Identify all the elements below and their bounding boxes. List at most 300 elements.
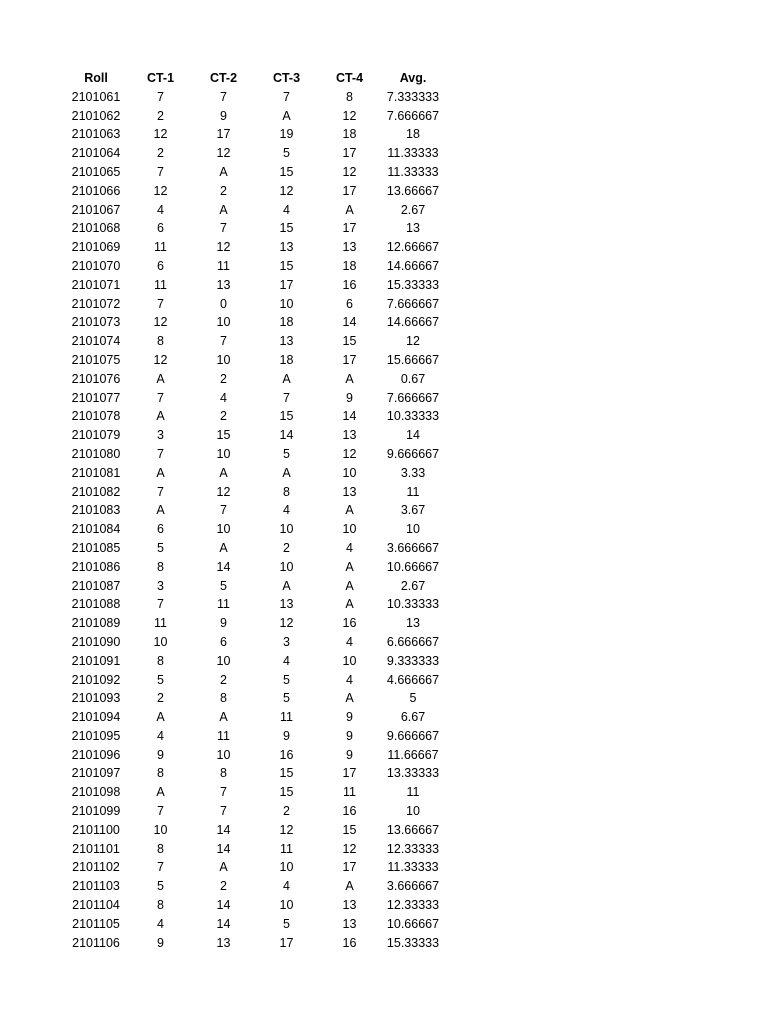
avg-cell: 7.666667 bbox=[386, 108, 440, 123]
header-ct-3: CT-3 bbox=[272, 71, 301, 85]
header-roll: Roll bbox=[84, 71, 108, 85]
ct-3-cell: 16 bbox=[279, 747, 294, 762]
avg-cell: 14.66667 bbox=[386, 258, 440, 273]
ct-1-cell: 8 bbox=[157, 841, 164, 856]
avg-cell: 0.67 bbox=[400, 371, 426, 386]
ct-1-cell: A bbox=[156, 710, 165, 725]
ct-4-cell: A bbox=[345, 503, 354, 518]
ct-1-cell: 6 bbox=[157, 522, 164, 537]
avg-cell: 15.66667 bbox=[386, 352, 440, 367]
avg-cell: 6.67 bbox=[400, 710, 426, 725]
ct-4-cell: 16 bbox=[342, 935, 357, 950]
avg-cell: 14.66667 bbox=[386, 315, 440, 330]
table-row bbox=[63, 201, 445, 220]
roll-cell: 2101106 bbox=[72, 935, 120, 950]
ct-1-cell: 4 bbox=[157, 916, 164, 931]
ct-2-cell: 0 bbox=[220, 296, 227, 311]
ct-3-cell: 10 bbox=[279, 296, 294, 311]
avg-cell: 11.33333 bbox=[387, 146, 439, 161]
ct-2-cell: A bbox=[219, 465, 228, 480]
ct-3-cell: 18 bbox=[279, 315, 294, 330]
ct-1-cell: 2 bbox=[157, 691, 164, 706]
roll-cell: 2101090 bbox=[71, 634, 121, 649]
ct-4-cell: 9 bbox=[346, 710, 353, 725]
table-row bbox=[63, 163, 445, 182]
table-row bbox=[63, 802, 445, 821]
table-row bbox=[63, 727, 445, 746]
roll-cell: 2101097 bbox=[71, 766, 121, 781]
ct-1-cell: 2 bbox=[157, 146, 164, 161]
roll-cell: 2101083 bbox=[71, 503, 121, 518]
roll-cell: 2101095 bbox=[71, 728, 121, 743]
ct-3-cell: 15 bbox=[279, 164, 294, 179]
ct-4-cell: A bbox=[345, 879, 354, 894]
ct-1-cell: A bbox=[156, 503, 165, 518]
avg-cell: 15.33333 bbox=[386, 277, 440, 292]
roll-cell: 2101069 bbox=[71, 240, 121, 255]
ct-4-cell: 17 bbox=[342, 352, 357, 367]
avg-cell: 13 bbox=[406, 616, 420, 631]
ct-3-cell: A bbox=[282, 371, 291, 386]
table-row bbox=[63, 295, 445, 314]
table-row bbox=[63, 144, 445, 163]
table-row bbox=[63, 539, 445, 558]
ct-1-cell: 12 bbox=[153, 315, 168, 330]
avg-cell: 11.33333 bbox=[387, 164, 439, 179]
ct-3-cell: 5 bbox=[283, 691, 290, 706]
table-row bbox=[63, 445, 445, 464]
table-row bbox=[63, 407, 445, 426]
roll-cell: 2101081 bbox=[71, 465, 121, 480]
avg-cell: 13.33333 bbox=[386, 766, 440, 781]
ct-2-cell: A bbox=[219, 164, 228, 179]
header-avg: Avg. bbox=[399, 71, 427, 85]
ct-3-cell: 5 bbox=[283, 146, 290, 161]
ct-4-cell: 4 bbox=[346, 672, 353, 687]
ct-1-cell: 5 bbox=[157, 672, 164, 687]
avg-cell: 9.333333 bbox=[386, 653, 440, 668]
table-row bbox=[63, 313, 445, 332]
ct-3-cell: 14 bbox=[279, 428, 294, 443]
roll-cell: 2101100 bbox=[72, 822, 120, 837]
roll-cell: 2101089 bbox=[71, 616, 121, 631]
ct-4-cell: A bbox=[345, 578, 354, 593]
table-row bbox=[63, 934, 445, 953]
ct-2-cell: 6 bbox=[220, 634, 227, 649]
ct-2-cell: 4 bbox=[220, 390, 227, 405]
ct-2-cell: 2 bbox=[220, 879, 227, 894]
ct-3-cell: 2 bbox=[283, 804, 290, 819]
ct-1-cell: 9 bbox=[157, 747, 164, 762]
ct-2-cell: 2 bbox=[220, 409, 227, 424]
ct-4-cell: 16 bbox=[342, 804, 357, 819]
ct-4-cell: 12 bbox=[342, 841, 357, 856]
avg-cell: 2.67 bbox=[400, 202, 426, 217]
roll-cell: 2101065 bbox=[71, 164, 121, 179]
ct-3-cell: 5 bbox=[283, 916, 290, 931]
ct-4-cell: 12 bbox=[342, 108, 357, 123]
avg-cell: 11 bbox=[406, 484, 420, 499]
table-row bbox=[63, 671, 445, 690]
ct-3-cell: 5 bbox=[283, 446, 290, 461]
ct-2-cell: 10 bbox=[216, 315, 231, 330]
ct-2-cell: 14 bbox=[216, 841, 231, 856]
ct-2-cell: 7 bbox=[220, 503, 227, 518]
ct-2-cell: A bbox=[219, 710, 228, 725]
table-row bbox=[63, 764, 445, 783]
ct-1-cell: 7 bbox=[157, 164, 164, 179]
roll-cell: 2101070 bbox=[71, 258, 121, 273]
ct-3-cell: 10 bbox=[279, 522, 294, 537]
ct-3-cell: 10 bbox=[279, 898, 294, 913]
ct-4-cell: 10 bbox=[342, 653, 357, 668]
roll-cell: 2101085 bbox=[71, 540, 121, 555]
ct-4-cell: 16 bbox=[342, 277, 357, 292]
roll-cell: 2101068 bbox=[71, 221, 121, 236]
table-row bbox=[63, 332, 445, 351]
roll-cell: 2101098 bbox=[71, 785, 121, 800]
table-row bbox=[63, 858, 445, 877]
ct-1-cell: 12 bbox=[153, 183, 168, 198]
table-row bbox=[63, 708, 445, 727]
ct-4-cell: 12 bbox=[342, 446, 357, 461]
ct-1-cell: 8 bbox=[157, 653, 164, 668]
ct-2-cell: 13 bbox=[216, 935, 231, 950]
header-row bbox=[63, 69, 445, 88]
roll-cell: 2101073 bbox=[71, 315, 121, 330]
ct-1-cell: A bbox=[156, 465, 165, 480]
roll-cell: 2101079 bbox=[71, 428, 121, 443]
roll-cell: 2101064 bbox=[71, 146, 121, 161]
avg-cell: 10 bbox=[406, 804, 420, 819]
ct-4-cell: A bbox=[345, 691, 354, 706]
ct-4-cell: 10 bbox=[342, 522, 357, 537]
header-ct-2: CT-2 bbox=[209, 71, 238, 85]
table-row bbox=[63, 558, 445, 577]
ct-1-cell: 7 bbox=[157, 597, 164, 612]
table-row bbox=[63, 219, 445, 238]
roll-cell: 2101101 bbox=[72, 841, 120, 856]
ct-4-cell: 9 bbox=[346, 390, 353, 405]
avg-cell: 10.66667 bbox=[386, 916, 440, 931]
avg-cell: 2.67 bbox=[400, 578, 426, 593]
ct-4-cell: 18 bbox=[342, 127, 357, 142]
table-row bbox=[63, 389, 445, 408]
roll-cell: 2101094 bbox=[71, 710, 121, 725]
ct-3-cell: 4 bbox=[283, 879, 290, 894]
ct-4-cell: 17 bbox=[342, 860, 357, 875]
ct-4-cell: A bbox=[345, 597, 354, 612]
ct-3-cell: 13 bbox=[279, 597, 294, 612]
ct-3-cell: 4 bbox=[283, 503, 290, 518]
ct-3-cell: 15 bbox=[279, 785, 294, 800]
ct-3-cell: 9 bbox=[283, 728, 290, 743]
avg-cell: 10.33333 bbox=[386, 597, 440, 612]
ct-1-cell: 8 bbox=[157, 898, 164, 913]
table-row bbox=[63, 464, 445, 483]
roll-cell: 2101061 bbox=[71, 89, 121, 104]
ct-1-cell: 7 bbox=[157, 446, 164, 461]
ct-3-cell: 7 bbox=[283, 89, 290, 104]
ct-4-cell: 17 bbox=[342, 146, 357, 161]
table-row bbox=[63, 238, 445, 257]
table-row bbox=[63, 915, 445, 934]
roll-cell: 2101086 bbox=[71, 559, 121, 574]
table-row bbox=[63, 107, 445, 126]
table-row bbox=[63, 633, 445, 652]
ct-1-cell: 7 bbox=[157, 860, 164, 875]
ct-1-cell: 12 bbox=[153, 352, 168, 367]
ct-3-cell: 15 bbox=[279, 221, 294, 236]
ct-4-cell: A bbox=[345, 559, 354, 574]
ct-4-cell: 17 bbox=[342, 766, 357, 781]
ct-1-cell: A bbox=[156, 785, 165, 800]
ct-4-cell: 14 bbox=[342, 409, 357, 424]
roll-cell: 2101087 bbox=[71, 578, 121, 593]
table-row bbox=[63, 689, 445, 708]
ct-1-cell: 3 bbox=[157, 578, 164, 593]
roll-cell: 2101093 bbox=[71, 691, 121, 706]
ct-2-cell: 7 bbox=[220, 804, 227, 819]
ct-1-cell: 4 bbox=[157, 202, 164, 217]
roll-cell: 2101078 bbox=[71, 409, 121, 424]
avg-cell: 3.666667 bbox=[386, 879, 440, 894]
avg-cell: 10.33333 bbox=[386, 409, 440, 424]
ct-2-cell: 10 bbox=[216, 522, 231, 537]
ct-2-cell: 7 bbox=[220, 334, 227, 349]
roll-cell: 2101071 bbox=[71, 277, 121, 292]
ct-3-cell: 15 bbox=[279, 409, 294, 424]
ct-4-cell: 16 bbox=[342, 616, 357, 631]
table-row bbox=[63, 88, 445, 107]
table-row bbox=[63, 746, 445, 765]
ct-4-cell: 10 bbox=[342, 465, 357, 480]
ct-4-cell: 15 bbox=[342, 822, 357, 837]
avg-cell: 18 bbox=[406, 127, 420, 142]
ct-1-cell: 8 bbox=[157, 559, 164, 574]
ct-4-cell: 11 bbox=[343, 785, 356, 800]
roll-cell: 2101082 bbox=[71, 484, 121, 499]
ct-2-cell: A bbox=[219, 202, 228, 217]
table-row bbox=[63, 182, 445, 201]
avg-cell: 11 bbox=[406, 785, 420, 800]
ct-2-cell: A bbox=[219, 540, 228, 555]
ct-4-cell: 18 bbox=[342, 258, 357, 273]
table-row bbox=[63, 426, 445, 445]
ct-1-cell: A bbox=[156, 409, 165, 424]
ct-4-cell: 15 bbox=[342, 334, 357, 349]
ct-1-cell: 9 bbox=[157, 935, 164, 950]
avg-cell: 12.66667 bbox=[386, 240, 440, 255]
ct-2-cell: 14 bbox=[216, 822, 231, 837]
ct-2-cell: 12 bbox=[216, 146, 231, 161]
roll-cell: 2101067 bbox=[71, 202, 121, 217]
ct-3-cell: 12 bbox=[279, 822, 294, 837]
header-ct-1: CT-1 bbox=[146, 71, 175, 85]
table-row bbox=[63, 501, 445, 520]
table-row bbox=[63, 896, 445, 915]
ct-2-cell: 11 bbox=[217, 597, 230, 612]
avg-cell: 3.666667 bbox=[386, 540, 440, 555]
ct-3-cell: 13 bbox=[279, 334, 294, 349]
avg-cell: 7.666667 bbox=[386, 296, 440, 311]
ct-2-cell: 10 bbox=[216, 653, 231, 668]
ct-3-cell: A bbox=[282, 465, 291, 480]
ct-2-cell: 13 bbox=[216, 277, 231, 292]
ct-1-cell: 7 bbox=[157, 89, 164, 104]
avg-cell: 3.33 bbox=[400, 465, 426, 480]
roll-cell: 2101103 bbox=[72, 879, 120, 894]
ct-1-cell: 7 bbox=[157, 390, 164, 405]
ct-1-cell: 11 bbox=[154, 240, 167, 255]
header-ct-4: CT-4 bbox=[335, 71, 364, 85]
avg-cell: 4.666667 bbox=[386, 672, 440, 687]
roll-cell: 2101075 bbox=[71, 352, 121, 367]
ct-1-cell: 5 bbox=[157, 540, 164, 555]
table-row bbox=[63, 276, 445, 295]
ct-2-cell: 2 bbox=[220, 672, 227, 687]
ct-1-cell: 7 bbox=[157, 484, 164, 499]
table-row bbox=[63, 370, 445, 389]
ct-3-cell: 17 bbox=[279, 277, 294, 292]
roll-cell: 2101076 bbox=[71, 371, 121, 386]
avg-cell: 3.67 bbox=[400, 503, 426, 518]
ct-4-cell: 8 bbox=[346, 89, 353, 104]
ct-2-cell: 12 bbox=[216, 240, 231, 255]
ct-4-cell: 17 bbox=[342, 221, 357, 236]
roll-cell: 2101063 bbox=[71, 127, 121, 142]
avg-cell: 11.33333 bbox=[387, 860, 439, 875]
avg-cell: 7.666667 bbox=[386, 390, 440, 405]
ct-1-cell: 10 bbox=[153, 634, 168, 649]
ct-1-cell: 8 bbox=[157, 334, 164, 349]
ct-2-cell: 10 bbox=[216, 747, 231, 762]
ct-3-cell: 10 bbox=[279, 559, 294, 574]
ct-3-cell: 10 bbox=[279, 860, 294, 875]
roll-cell: 2101105 bbox=[72, 916, 120, 931]
ct-3-cell: 15 bbox=[279, 258, 294, 273]
ct-3-cell: 4 bbox=[283, 653, 290, 668]
ct-4-cell: 9 bbox=[346, 728, 353, 743]
roll-cell: 2101084 bbox=[71, 522, 121, 537]
ct-2-cell: 11 bbox=[217, 728, 230, 743]
ct-4-cell: A bbox=[345, 371, 354, 386]
ct-3-cell: 15 bbox=[279, 766, 294, 781]
table-row bbox=[63, 614, 445, 633]
ct-2-cell: 7 bbox=[220, 89, 227, 104]
ct-2-cell: 15 bbox=[216, 428, 231, 443]
ct-3-cell: 2 bbox=[283, 540, 290, 555]
table-row bbox=[63, 125, 445, 144]
avg-cell: 13.66667 bbox=[386, 183, 440, 198]
ct-4-cell: A bbox=[345, 202, 354, 217]
roll-cell: 2101102 bbox=[72, 860, 120, 875]
ct-1-cell: 11 bbox=[154, 277, 167, 292]
ct-1-cell: 6 bbox=[157, 258, 164, 273]
ct-1-cell: 12 bbox=[153, 127, 168, 142]
avg-cell: 12 bbox=[406, 334, 420, 349]
roll-cell: 2101077 bbox=[71, 390, 121, 405]
ct-3-cell: 3 bbox=[283, 634, 290, 649]
roll-cell: 2101062 bbox=[71, 108, 121, 123]
ct-3-cell: A bbox=[282, 578, 291, 593]
ct-4-cell: 14 bbox=[342, 315, 357, 330]
ct-2-cell: 10 bbox=[216, 446, 231, 461]
avg-cell: 11.66667 bbox=[387, 747, 439, 762]
avg-cell: 6.666667 bbox=[386, 634, 440, 649]
avg-cell: 5 bbox=[409, 691, 417, 706]
avg-cell: 10 bbox=[406, 522, 420, 537]
ct-4-cell: 12 bbox=[342, 164, 357, 179]
ct-2-cell: 14 bbox=[216, 559, 231, 574]
avg-cell: 12.33333 bbox=[386, 898, 440, 913]
ct-1-cell: 10 bbox=[153, 822, 168, 837]
roll-cell: 2101104 bbox=[72, 898, 120, 913]
table-row bbox=[63, 483, 445, 502]
ct-2-cell: 7 bbox=[220, 785, 227, 800]
avg-cell: 13.66667 bbox=[386, 822, 440, 837]
ct-3-cell: 4 bbox=[283, 202, 290, 217]
avg-cell: 13 bbox=[406, 221, 420, 236]
ct-4-cell: 9 bbox=[346, 747, 353, 762]
ct-2-cell: 17 bbox=[216, 127, 231, 142]
ct-2-cell: 12 bbox=[216, 484, 231, 499]
marks-table bbox=[63, 69, 445, 952]
ct-3-cell: 11 bbox=[280, 710, 293, 725]
avg-cell: 15.33333 bbox=[386, 935, 440, 950]
ct-2-cell: 14 bbox=[216, 898, 231, 913]
avg-cell: 10.66667 bbox=[386, 559, 440, 574]
roll-cell: 2101066 bbox=[71, 183, 121, 198]
ct-1-cell: 7 bbox=[157, 804, 164, 819]
ct-3-cell: 17 bbox=[279, 935, 294, 950]
table-row bbox=[63, 520, 445, 539]
roll-cell: 2101080 bbox=[71, 446, 121, 461]
ct-1-cell: 4 bbox=[157, 728, 164, 743]
ct-3-cell: 11 bbox=[280, 841, 293, 856]
ct-1-cell: 2 bbox=[157, 108, 164, 123]
ct-2-cell: 9 bbox=[220, 616, 227, 631]
table-row bbox=[63, 877, 445, 896]
ct-3-cell: 18 bbox=[279, 352, 294, 367]
ct-4-cell: 13 bbox=[342, 916, 357, 931]
ct-3-cell: 19 bbox=[279, 127, 294, 142]
ct-4-cell: 17 bbox=[342, 183, 357, 198]
table-row bbox=[63, 840, 445, 859]
ct-4-cell: 13 bbox=[342, 240, 357, 255]
ct-1-cell: 11 bbox=[154, 616, 167, 631]
roll-cell: 2101096 bbox=[71, 747, 121, 762]
ct-2-cell: 2 bbox=[220, 183, 227, 198]
ct-4-cell: 13 bbox=[342, 898, 357, 913]
avg-cell: 12.33333 bbox=[386, 841, 440, 856]
ct-2-cell: 7 bbox=[220, 221, 227, 236]
ct-3-cell: 8 bbox=[283, 484, 290, 499]
ct-1-cell: 7 bbox=[157, 296, 164, 311]
ct-1-cell: 5 bbox=[157, 879, 164, 894]
table-row bbox=[63, 821, 445, 840]
roll-cell: 2101088 bbox=[71, 597, 121, 612]
avg-cell: 7.333333 bbox=[386, 89, 440, 104]
ct-2-cell: A bbox=[219, 860, 228, 875]
table-row bbox=[63, 595, 445, 614]
ct-3-cell: 12 bbox=[279, 183, 294, 198]
ct-3-cell: 7 bbox=[283, 390, 290, 405]
ct-2-cell: 5 bbox=[220, 578, 227, 593]
ct-2-cell: 14 bbox=[216, 916, 231, 931]
ct-2-cell: 11 bbox=[217, 258, 230, 273]
ct-2-cell: 8 bbox=[220, 691, 227, 706]
